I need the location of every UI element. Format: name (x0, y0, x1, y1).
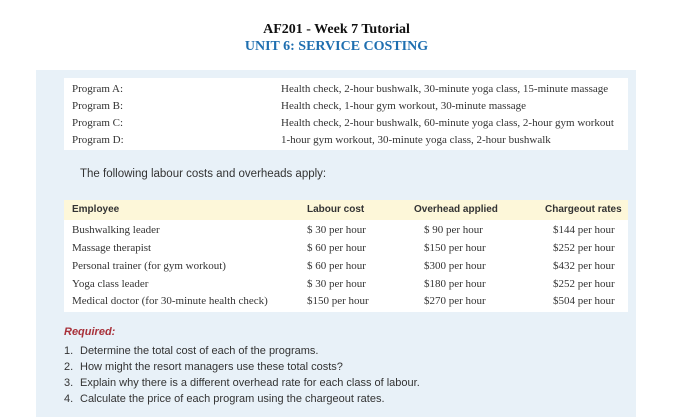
table-row (64, 295, 628, 313)
question-text: How might the resort managers use these total costs? (80, 361, 343, 373)
program-name: Program A: (72, 83, 124, 95)
program-name: Program D: (72, 134, 124, 146)
column-header-overhead: Overhead applied (414, 204, 498, 215)
document-subtitle: UNIT 6: SERVICE COSTING (244, 39, 429, 54)
cell-overhead: $180 per hour (424, 278, 486, 290)
question-text: Explain why there is a different overhead rate for each class of labour. (80, 377, 420, 389)
question-number: 3. (64, 377, 74, 389)
question-item (64, 393, 385, 405)
cell-labour-cost: $ 60 per hour (307, 242, 366, 254)
question-item (64, 377, 420, 389)
table-header (64, 200, 628, 220)
cell-employee: Personal trainer (for gym workout) (72, 260, 226, 272)
table-row (64, 224, 628, 242)
cell-labour-cost: $ 30 per hour (307, 278, 366, 290)
cell-employee: Massage therapist (72, 242, 152, 254)
program-name: Program C: (72, 117, 124, 129)
program-description: Health check, 2-hour bushwalk, 30-minute yoga class, 15-minute massage (281, 83, 609, 95)
program-description: Health check, 2-hour bushwalk, 60-minute yoga class, 2-hour gym workout (281, 117, 614, 129)
cell-labour-cost: $ 30 per hour (307, 224, 366, 236)
cell-chargeout: $252 per hour (553, 242, 615, 254)
cell-overhead: $ 90 per hour (424, 224, 483, 236)
column-header-labour-cost: Labour cost (307, 204, 365, 215)
cell-chargeout: $504 per hour (553, 295, 615, 307)
cell-overhead: $270 per hour (424, 295, 486, 307)
cell-overhead: $150 per hour (424, 242, 486, 254)
program-description: Health check, 1-hour gym workout, 30-minute massage (281, 100, 526, 112)
column-header-chargeout: Chargeout rates (545, 204, 622, 215)
cell-chargeout: $432 per hour (553, 260, 615, 272)
question-number: 4. (64, 393, 74, 405)
cell-employee: Medical doctor (for 30-minute health check) (72, 295, 268, 307)
cell-employee: Yoga class leader (72, 278, 149, 290)
labour-cost-table (64, 200, 628, 312)
cell-chargeout: $144 per hour (553, 224, 615, 236)
program-name: Program B: (72, 100, 124, 112)
question-number: 2. (64, 361, 74, 373)
program-description: 1-hour gym workout, 30-minute yoga class, 2-hour bushwalk (281, 134, 551, 146)
table-row (64, 260, 628, 278)
cell-chargeout: $252 per hour (553, 278, 615, 290)
table-row (64, 242, 628, 260)
intro-text: The following labour costs and overheads apply: (80, 168, 327, 180)
question-item (64, 345, 318, 357)
question-number: 1. (64, 345, 74, 357)
column-header-employee: Employee (72, 204, 120, 215)
program-list (64, 78, 628, 150)
required-heading: Required: (64, 326, 116, 338)
cell-overhead: $300 per hour (424, 260, 486, 272)
cell-employee: Bushwalking leader (72, 224, 160, 236)
question-item (64, 361, 343, 373)
table-row (64, 278, 628, 296)
question-text: Calculate the price of each program using the chargeout rates. (80, 393, 385, 405)
question-text: Determine the total cost of each of the programs. (80, 345, 319, 357)
cell-labour-cost: $ 60 per hour (307, 260, 366, 272)
document-title: AF201 - Week 7 Tutorial (263, 22, 410, 37)
cell-labour-cost: $150 per hour (307, 295, 369, 307)
